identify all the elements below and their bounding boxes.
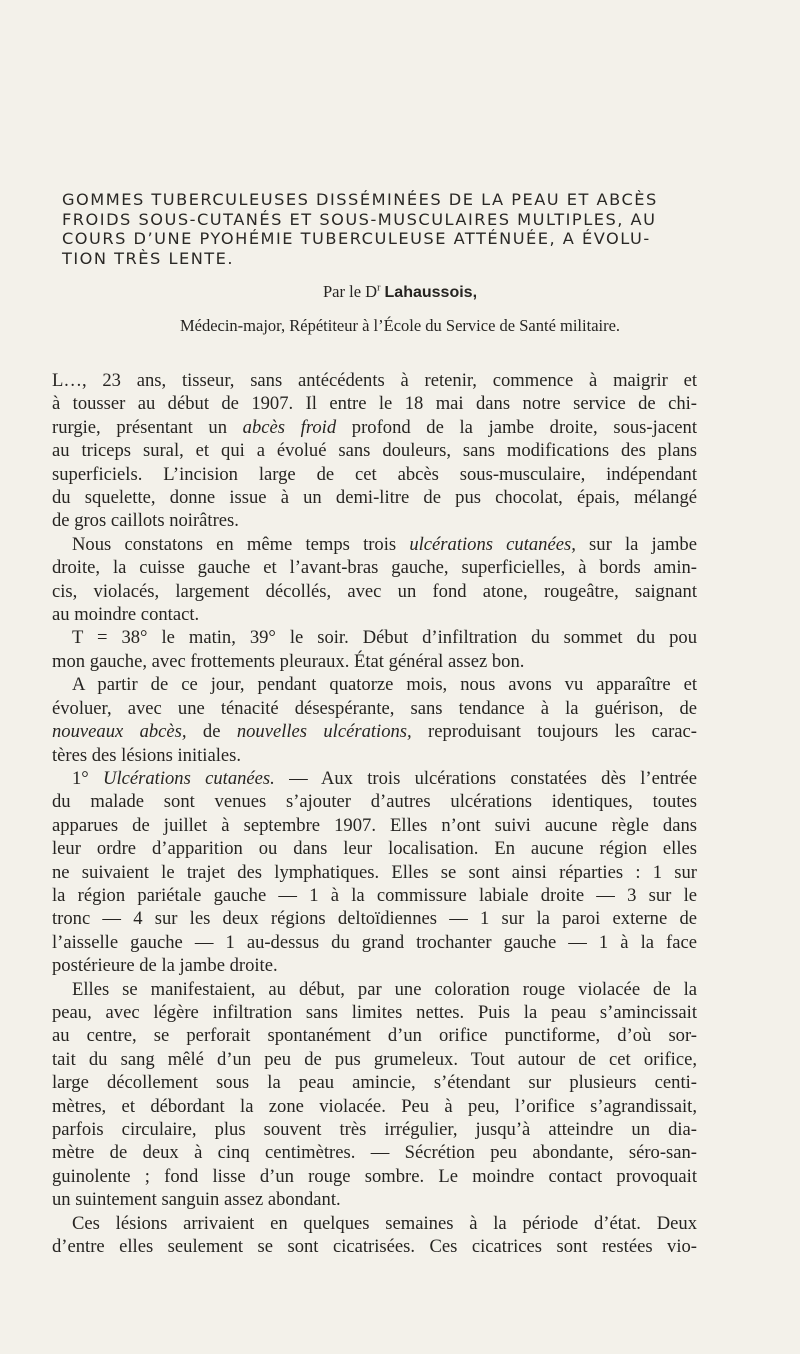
text-line: guinolente ; fond lisse d’un rouge sombre. Le moindre contact provoquait (52, 1165, 697, 1187)
author-sup: r (377, 282, 381, 294)
title-line: FROIDS SOUS-CUTANÉS ET SOUS-MUSCULAIRES MULTIPLES, AU (62, 209, 657, 229)
author-prefix: Par le D (322, 282, 378, 301)
text-line: leur ordre d’apparition ou dans leur localisation. En aucune région elles (52, 838, 697, 860)
text-line: apparues de juillet à septembre 1907. Elles n’ont suivi aucune règle dans (52, 814, 697, 836)
text-line: au centre, se perforait spontanément d’un orifice punctiforme, d’où sor- (52, 1025, 697, 1047)
author-name: Lahaussois, (384, 284, 478, 301)
text-line: mètre de deux à cinq centimètres. — Sécrétion peu abondante, séro-san- (52, 1142, 697, 1164)
text-line: au triceps sural, et qui a évolué sans douleurs, sans modifications des plans (52, 440, 697, 462)
text-line: ne suivaient le trajet des lymphatiques. Elles se sont ainsi réparties : 1 sur (52, 861, 697, 883)
text-line: de gros caillots noirâtres. (52, 510, 239, 532)
text-line: du squelette, donne issue à un demi-litre de pus chocolat, épais, mélangé (52, 487, 697, 509)
text-line: Elles se manifestaient, au début, par une coloration rouge violacée de la (72, 978, 697, 1000)
article-title (62, 190, 722, 268)
text-line: large décollement sous la peau amincie, s’étendant sur plusieurs centi- (52, 1072, 697, 1094)
text-line: L…, 23 ans, tisseur, sans antécédents à retenir, commence à maigrir et (52, 370, 697, 391)
text-line: A partir de ce jour, pendant quatorze mois, nous avons vu apparaître et (72, 674, 697, 696)
title-line: GOMMES TUBERCULEUSES DISSÉMINÉES DE LA PEAU ET ABCÈS (62, 190, 658, 209)
text-line: d’entre elles seulement se sont cicatrisées. Ces cicatrices sont restées vio- (52, 1236, 697, 1258)
text-line: T = 38° le matin, 39° le soir. Début d’infiltration du sommet du pou (72, 627, 697, 649)
text-line: droite, la cuisse gauche et l’avant-bras gauche, superficielles, à bords amin- (52, 557, 697, 579)
text-line: tait du sang mêlé d’un peu de pus grumeleux. Tout autour de cet orifice, (52, 1048, 697, 1070)
text-line: évoluer, avec une ténacité désespérante, sans tendance à la guérison, de (52, 697, 697, 719)
title-line: COURS D’UNE PYOHÉMIE TUBERCULEUSE ATTÉNUÉE, A ÉVOLU- (62, 229, 651, 248)
text-line: mon gauche, avec frottements pleuraux. État général assez bon. (52, 650, 525, 672)
text-line: nouveaux abcès, de nouvelles ulcérations, reproduisant toujours les carac- (52, 721, 697, 743)
text-line: cis, violacés, largement décollés, avec un fond atone, rougeâtre, saignant (52, 580, 697, 602)
text-line: Ces lésions arrivaient en quelques semaines à la période d’état. Deux (72, 1212, 697, 1234)
text-line: Nous constatons en même temps trois ulcérations cutanées, sur la jambe (72, 533, 697, 555)
text-line: mètres, et débordant la zone violacée. Peu à peu, l’orifice s’agrandissait, (52, 1095, 697, 1117)
title-line: TION TRÈS LENTE. (62, 248, 235, 268)
text-line: tères des lésions initiales. (52, 744, 241, 766)
text-line: au moindre contact. (52, 604, 200, 626)
text-line: postérieure de la jambe droite. (52, 955, 278, 977)
text-line: l’aisselle gauche — 1 au-dessus du grand trochanter gauche — 1 à la face (52, 931, 697, 953)
author-affiliation: Médecin-major, Répétiteur à l’École du Service de Santé militaire. (179, 316, 621, 335)
text-line: un suintement sanguin assez abondant. (52, 1189, 341, 1211)
text-line: à tousser au début de 1907. Il entre le 18 mai dans notre service de chi- (52, 393, 697, 415)
text-line: superficiels. L’incision large de cet abcès sous-musculaire, indépendant (52, 463, 697, 485)
text-line: parfois circulaire, plus souvent très irrégulier, jusqu’à atteindre un dia- (52, 1119, 697, 1140)
article-body (52, 369, 697, 1258)
text-line: du malade sont venues s’ajouter d’autres ulcérations identiques, toutes (52, 791, 697, 813)
text-line: tronc — 4 sur les deux régions deltoïdiennes — 1 sur la paroi externe de (52, 908, 697, 930)
text-line: rurgie, présentant un abcès froid profond de la jambe droite, sous-jacent (52, 416, 697, 438)
text-line: 1° Ulcérations cutanées. — Aux trois ulcérations constatées dès l’entrée (72, 767, 697, 789)
text-line: peau, avec légère infiltration sans limites nettes. Puis la peau s’amincissait (52, 1001, 697, 1023)
author-line (0, 282, 800, 302)
text-line: la région pariétale gauche — 1 à la commissure labiale droite — 3 sur le (52, 884, 697, 906)
